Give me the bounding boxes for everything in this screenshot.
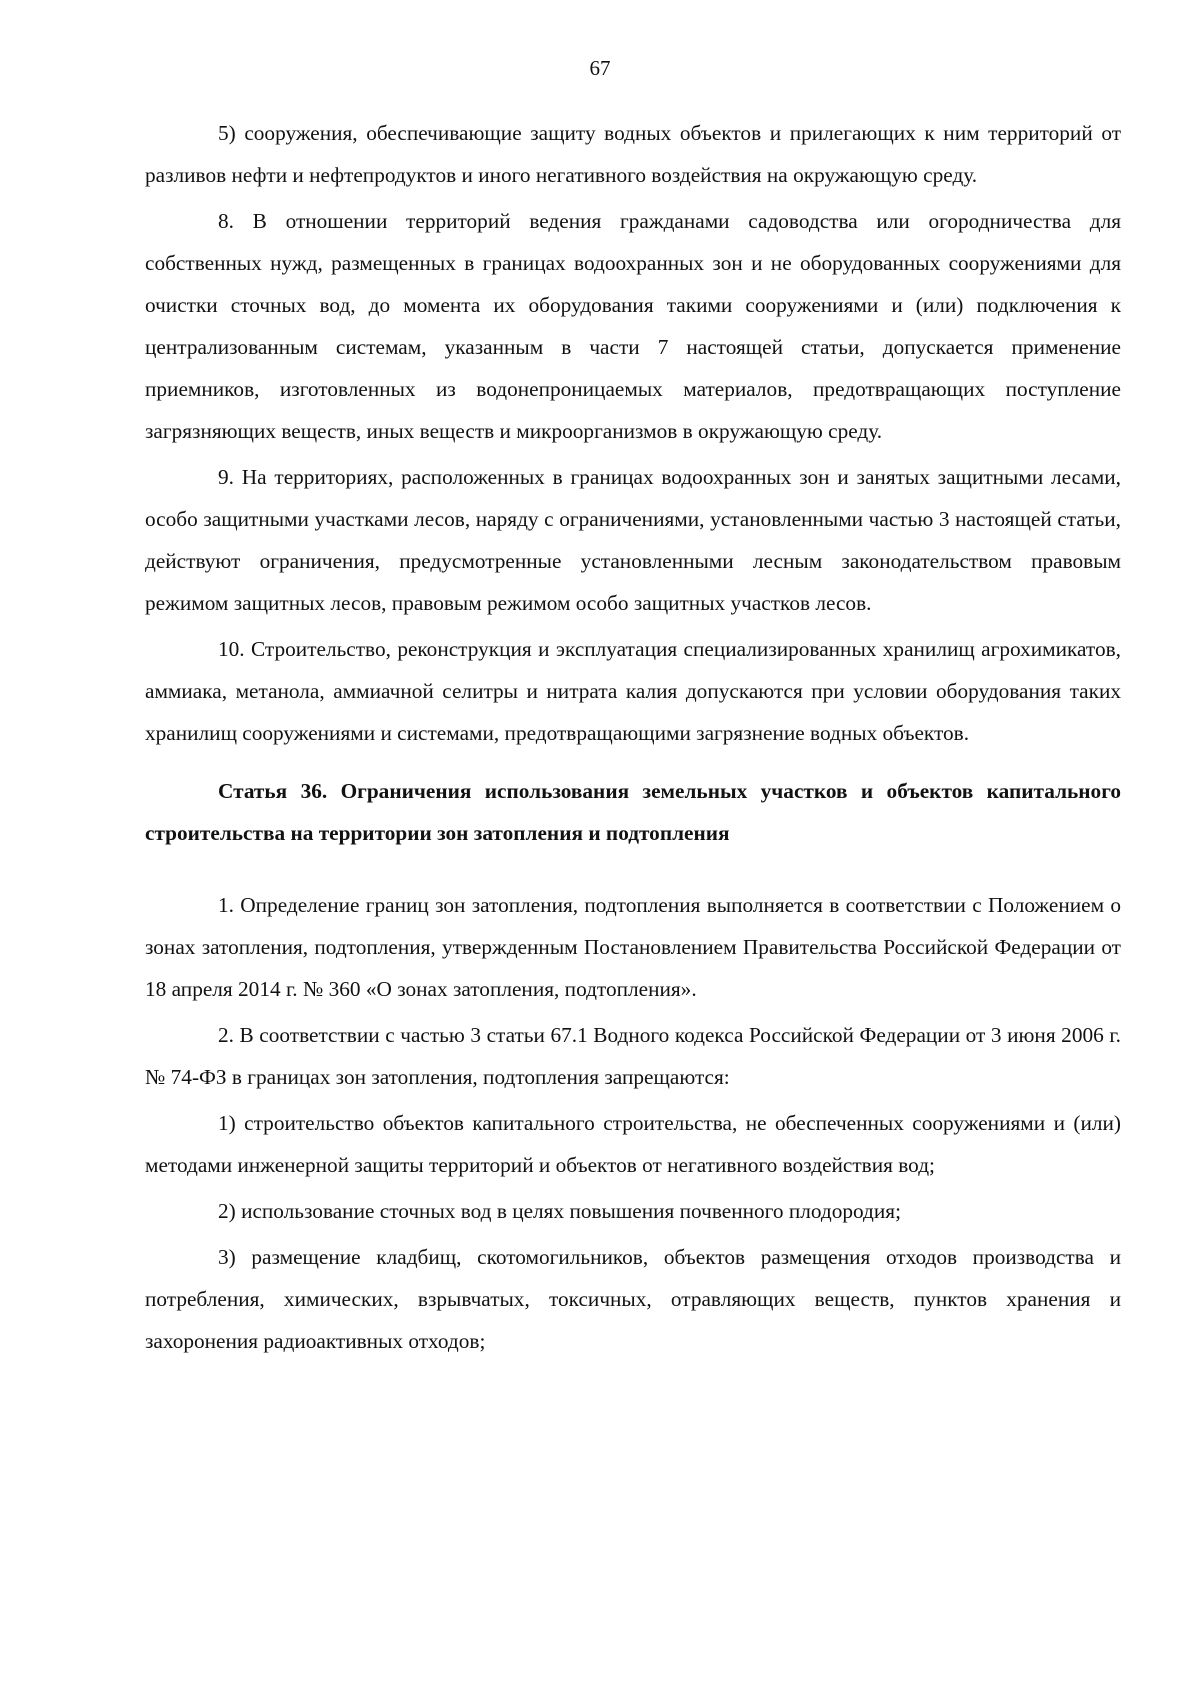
- paragraph-clause-9: 9. На территориях, расположенных в границах водоохранных зон и занятых защитными лесами, особо защитными участками лесов, наряду с ограничениями, установленными частью 3 настоящей статьи, действуют ограничения, предусмотренные установленными лесным законодательством правовым режимом защитных лесов, правовым режимом особо защитных участков лесов.: [145, 465, 1121, 615]
- paragraph-clause-8: 8. В отношении территорий ведения гражданами садоводства или огородничества для собственных нужд, размещенных в границах водоохранных зон и не оборудованных сооружениями для очистки сточных вод, до момента их оборудования такими сооружениями и (или) подключения к централизованным системам, указанным в части 7 настоящей статьи, допускается применение приемников, изготовленных из водонепроницаемых материалов, предотвращающих поступление загрязняющих веществ, иных веществ и микроорганизмов в окружающую среду.: [145, 209, 1121, 443]
- paragraph-item-3: 3) размещение кладбищ, скотомогильников, объектов размещения отходов производства и потребления, химических, взрывчатых, токсичных, отравляющих веществ, пунктов хранения и захоронения радиоактивных отходов;: [145, 1245, 1121, 1353]
- paragraph-clause-10: 10. Строительство, реконструкция и эксплуатация специализированных хранилищ агрохимикатов, аммиака, метанола, аммиачной селитры и нитрата калия допускаются при условии оборудования таких хранилищ сооружениями и системами, предотвращающими загрязнение водных объектов.: [145, 637, 1121, 745]
- document-body: [145, 112, 1121, 1366]
- paragraph-item-2: 2) использование сточных вод в целях повышения почвенного плодородия;: [218, 1199, 902, 1223]
- paragraph-clause-1: 1. Определение границ зон затопления, подтопления выполняется в соответствии с Положением о зонах затопления, подтопления, утвержденным Постановлением Правительства Российской Федерации от 18 апреля 2014 г. № 360 «О зонах затопления, подтопления».: [145, 893, 1121, 1001]
- article-heading: Статья 36. Ограничения использования земельных участков и объектов капитального строительства на территории зон затопления и подтопления: [145, 779, 1121, 845]
- paragraph-item-1: 1) строительство объектов капитального строительства, не обеспеченных сооружениями и (или) методами инженерной защиты территорий и объектов от негативного воздействия вод;: [145, 1111, 1121, 1177]
- paragraph-clause-2: 2. В соответствии с частью 3 статьи 67.1 Водного кодекса Российской Федерации от 3 июня 2006 г. № 74-ФЗ в границах зон затопления, подтопления запрещаются:: [145, 1023, 1121, 1089]
- page-number: 67: [589, 56, 611, 80]
- paragraph-item-5: 5) сооружения, обеспечивающие защиту водных объектов и прилегающих к ним территорий от разливов нефти и нефтепродуктов и иного негативного воздействия на окружающую среду.: [145, 121, 1121, 187]
